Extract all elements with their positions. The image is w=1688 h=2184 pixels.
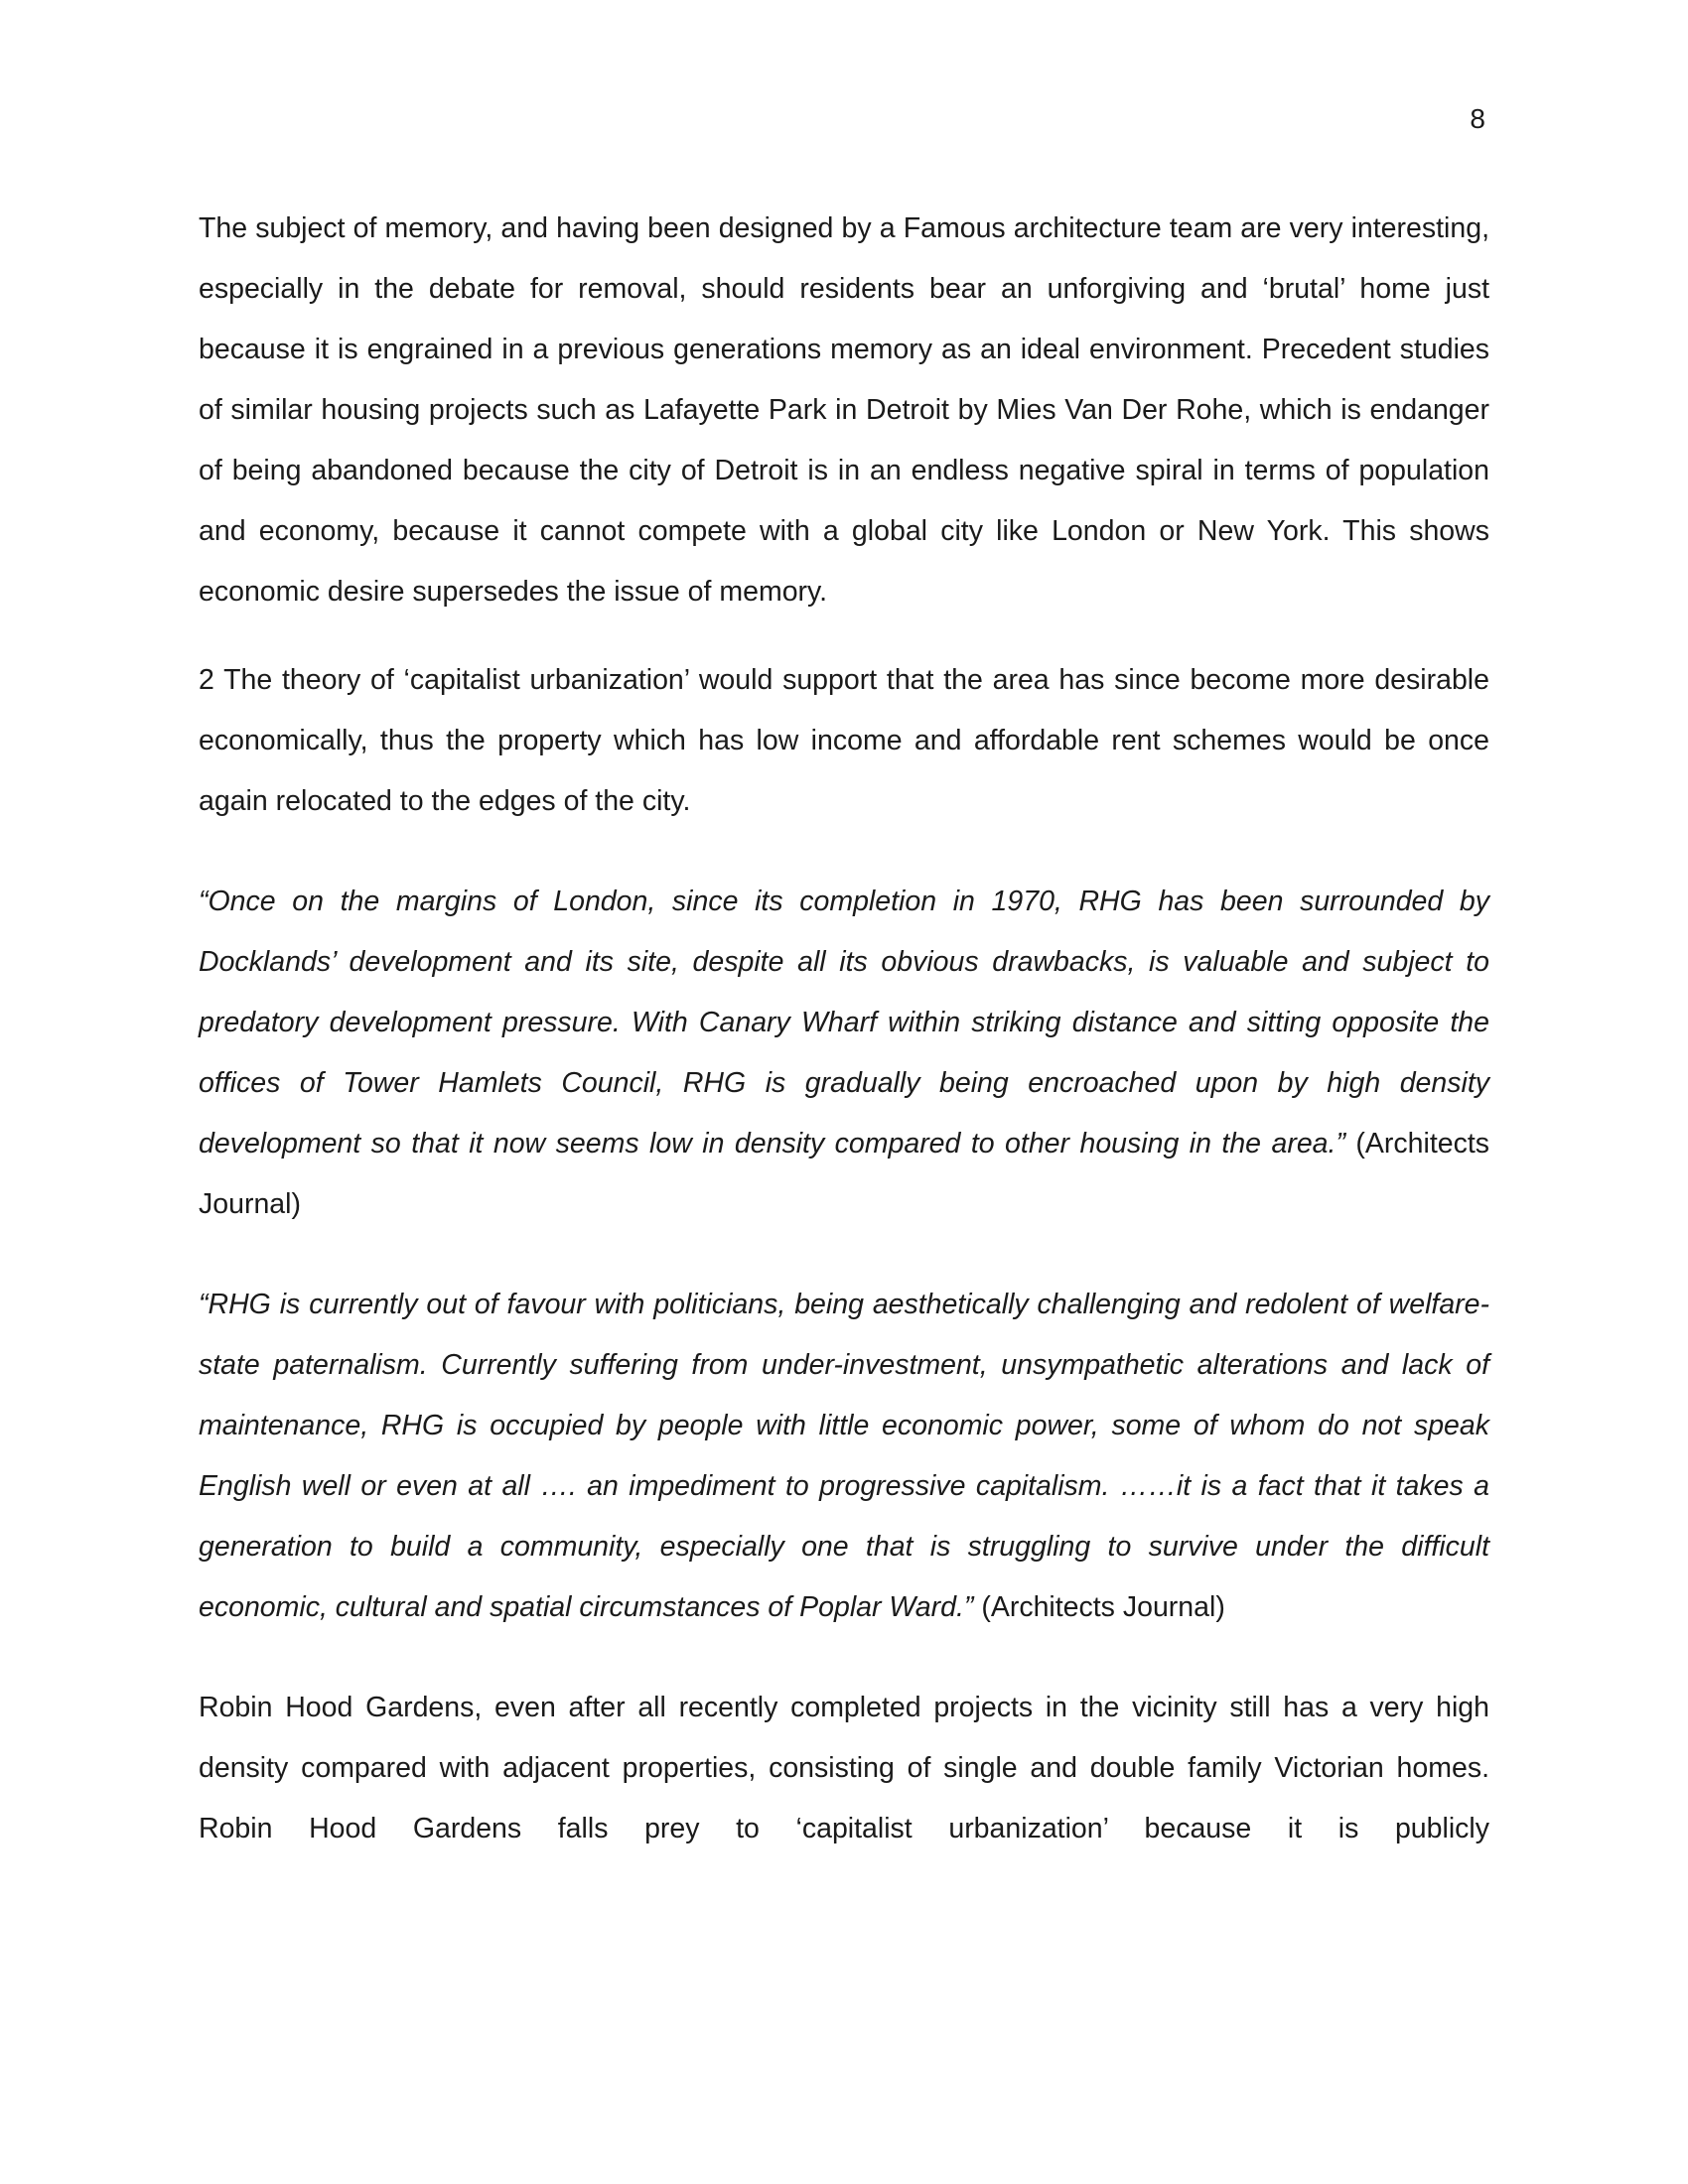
paragraph-memory: The subject of memory, and having been designed by a Famous architecture team are very interesting, especially in the debate for removal, should residents bear an unforgiving and ‘brutal’ home just because it is engrained in a previous generations memory as an ideal environment. Precedent studies of similar housing projects such as Lafayette Park in Detroit by Mies Van Der Rohe, which is endanger of being abandoned because the city of Detroit is in an endless negative spiral in terms of population and economy, because it cannot compete with a global city like London or New York. This shows economic desire supersedes the issue of memory.: [199, 212, 1489, 608]
page-number: 8: [1470, 103, 1485, 134]
paragraph-robin-hood-gardens: Robin Hood Gardens, even after all recently completed projects in the vicinity still has a very high density compared with adjacent properties, consisting of single and double family Victorian homes. Robin Hood Gardens falls prey to ‘capitalist urbanization’ because it is publicly: [199, 1692, 1489, 1844]
quote-out-of-favour: [199, 1275, 1489, 1638]
quote-margins-of-london: [199, 872, 1489, 1235]
quote-source: (Architects Journal): [973, 1591, 1225, 1623]
paragraph-capitalist-urbanization: 2 The theory of ‘capitalist urbanization’ would support that the area has since become more desirable economically, thus the property which has low income and affordable rent schemes would be once again relocated to the edges of the city.: [199, 664, 1489, 817]
quote-text: “Once on the margins of London, since its completion in 1970, RHG has been surrounded by Docklands’ development and its site, despite all its obvious drawbacks, is valuable and subject to predatory development pressure. With Canary Wharf within striking distance and sitting opposite the offices of Tower Hamlets Council, RHG is gradually being encroached upon by high density development so that it now seems low in density compared to other housing in the area.”: [199, 886, 1489, 1160]
quote-text: “RHG is currently out of favour with politicians, being aesthetically challenging and redolent of welfare-state paternalism. Currently suffering from under-investment, unsympathetic alterations and lack of maintenance, RHG is occupied by people with little economic power, some of whom do not speak English well or even at all …. an impediment to progressive capitalism. ……it is a fact that it takes a generation to build a community, especially one that is struggling to survive under the difficult economic, cultural and spatial circumstances of Poplar Ward.”: [199, 1289, 1489, 1623]
document-body: [199, 199, 1489, 1859]
quote-source: (Architects Journal): [199, 1128, 1490, 1220]
